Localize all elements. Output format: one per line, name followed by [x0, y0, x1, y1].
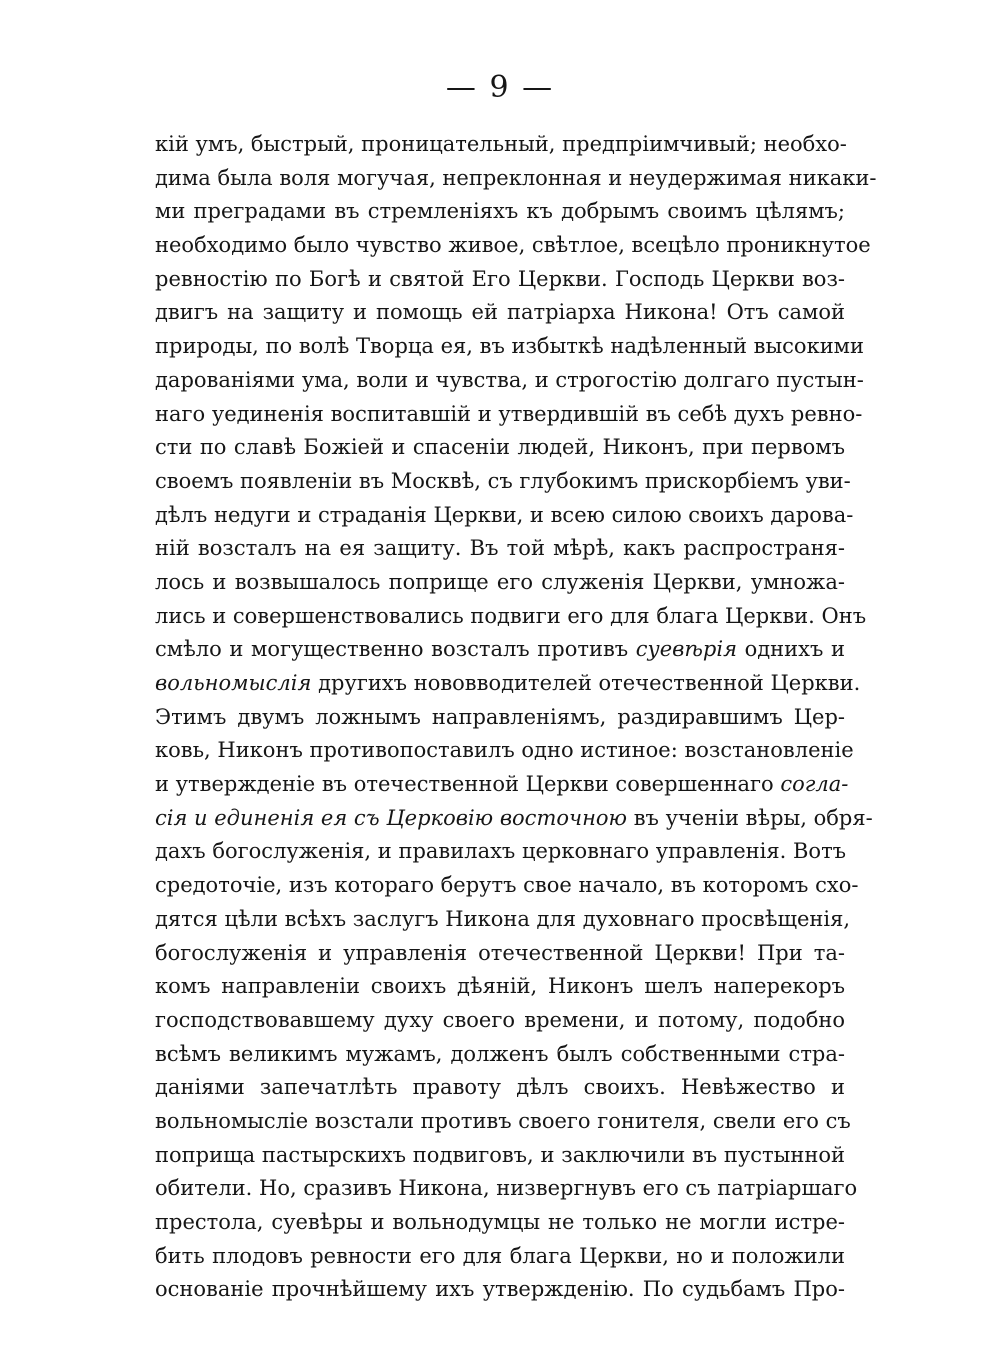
text-segment: сти по славѣ Божіей и спасеніи людей, Никонъ, при первомъ	[155, 435, 845, 460]
text-line	[155, 970, 845, 1004]
text-line	[155, 1172, 858, 1206]
text-line	[155, 1273, 845, 1307]
text-segment: ревностію по Богѣ и святой Его Церкви. Господь Церкви воз-	[155, 266, 845, 291]
text-segment: другихъ нововводителей отечественной Церкви.	[311, 671, 861, 695]
text-line	[155, 263, 845, 297]
text-segment: всѣмъ великимъ мужамъ, долженъ былъ собственными стра-	[155, 1041, 845, 1066]
text-segment: обители. Но, сразивъ Никона, низвергнувъ его съ патріаршаго	[155, 1176, 858, 1201]
text-line	[155, 330, 865, 364]
text-segment: дима была воля могучая, непреклонная и неудержимая никаки-	[155, 165, 877, 190]
text-line	[155, 1038, 845, 1072]
text-line	[155, 296, 845, 330]
text-segment: двигъ на защиту и помощь ей патріарха Никона! Отъ самой	[155, 300, 845, 325]
italic-text: суевѣрія	[635, 637, 737, 662]
text-line	[155, 229, 871, 263]
text-segment: ній возсталъ на ея защиту. Въ той мѣрѣ, какъ распространя-	[155, 536, 845, 561]
text-line	[155, 937, 845, 971]
text-line	[155, 1206, 845, 1240]
text-line	[155, 364, 864, 398]
text-line	[155, 398, 863, 432]
text-segment: основаніе прочнѣйшему ихъ утвержденію. По судьбамъ Про-	[155, 1277, 845, 1302]
text-line	[155, 195, 845, 229]
page-number: — 9 —	[445, 70, 555, 105]
text-segment: природы, по волѣ Творца ея, въ избыткѣ надѣленный высокими	[155, 334, 865, 359]
text-line	[155, 633, 845, 667]
text-segment: Этимъ двумъ ложнымъ направленіямъ, раздиравшимъ Цер-	[155, 704, 845, 729]
text-segment: дятся цѣли всѣхъ заслугъ Никона для духовнаго просвѣщенія,	[155, 906, 851, 931]
text-line	[155, 162, 877, 196]
text-line	[155, 465, 851, 499]
text-segment: комъ направленіи своихъ дѣяній, Никонъ шелъ наперекоръ	[155, 974, 845, 999]
text-line	[155, 768, 849, 802]
text-segment: однихъ и	[736, 637, 845, 662]
text-line	[155, 835, 845, 869]
text-segment: лись и совершенствовались подвиги его для блага Церкви. Онъ	[155, 603, 867, 628]
text-segment: необходимо было чувство живое, свѣтлое, всецѣло проникнутое	[155, 233, 871, 258]
text-segment: наго уединенія воспитавшій и утвердившій въ себѣ духъ ревно-	[155, 401, 863, 426]
text-segment: престола, суевѣры и вольнодумцы не только не могли истре-	[155, 1210, 845, 1234]
text-segment: ковь, Никонъ противопоставилъ одно истиное: возстановленіе	[155, 738, 854, 763]
text-line	[155, 903, 851, 937]
text-segment: вольномысліе возстали противъ своего гонителя, свели его съ	[155, 1108, 851, 1133]
text-segment: смѣло и могущественно возсталъ противъ	[155, 637, 636, 662]
text-line	[155, 499, 854, 533]
text-line	[155, 701, 845, 735]
text-segment: поприща пастырскихъ подвиговъ, и заключили въ пустынной	[155, 1142, 845, 1167]
text-line	[155, 869, 859, 903]
text-line	[155, 431, 845, 465]
text-segment: лось и возвышалось поприще его служенія Церкви, умножа-	[155, 569, 845, 594]
text-line	[155, 734, 854, 768]
italic-text: сія и единенія ея съ Церковію восточною	[155, 805, 628, 830]
text-segment: дахъ богослуженія, и правилахъ церковнаго управленія. Вотъ	[155, 839, 847, 864]
text-line	[155, 532, 845, 566]
text-segment: и утвержденіе въ отечественной Церкви совершеннаго	[155, 772, 781, 797]
text-line	[155, 1004, 845, 1038]
text-line	[155, 128, 845, 162]
text-line	[155, 600, 867, 634]
text-segment: средоточіе, изъ котораго берутъ свое начало, въ которомъ схо-	[155, 873, 859, 898]
text-segment: даніями запечатлѣть правоту дѣлъ своихъ. Невѣжество и	[155, 1075, 845, 1100]
text-segment: бить плодовъ ревности его для блага Церкви, но и положили	[155, 1243, 845, 1268]
text-line	[155, 1105, 851, 1139]
text-segment: кій умъ, быстрый, проницательный, предпріимчивый; необхо-	[155, 132, 847, 156]
text-segment: ми преградами въ стремленіяхъ къ добрымъ своимъ цѣлямъ;	[155, 199, 845, 224]
text-segment: господствовавшему духу своего времени, и потому, подобно	[155, 1007, 845, 1032]
text-segment: дарованіями ума, воли и чувства, и строгостію долгаго пустын-	[155, 367, 864, 392]
text-line	[155, 1240, 845, 1274]
text-segment: богослуженія и управленія отечественной Церкви! При та-	[155, 940, 845, 965]
italic-text: согла-	[780, 772, 849, 797]
text-line	[155, 802, 873, 836]
italic-text: вольномыслія	[155, 671, 312, 695]
text-line	[155, 1139, 845, 1173]
text-segment: своемъ появленіи въ Москвѣ, съ глубокимъ прискорбіемъ уви-	[155, 468, 851, 493]
text-line	[155, 1071, 845, 1105]
text-line	[155, 667, 861, 701]
text-segment: въ ученіи вѣры, обря-	[627, 805, 873, 830]
text-segment: дѣлъ недуги и страданія Церкви, и всею силою своихъ дарова-	[155, 502, 854, 527]
text-line	[155, 566, 845, 600]
body-text	[155, 128, 877, 1307]
